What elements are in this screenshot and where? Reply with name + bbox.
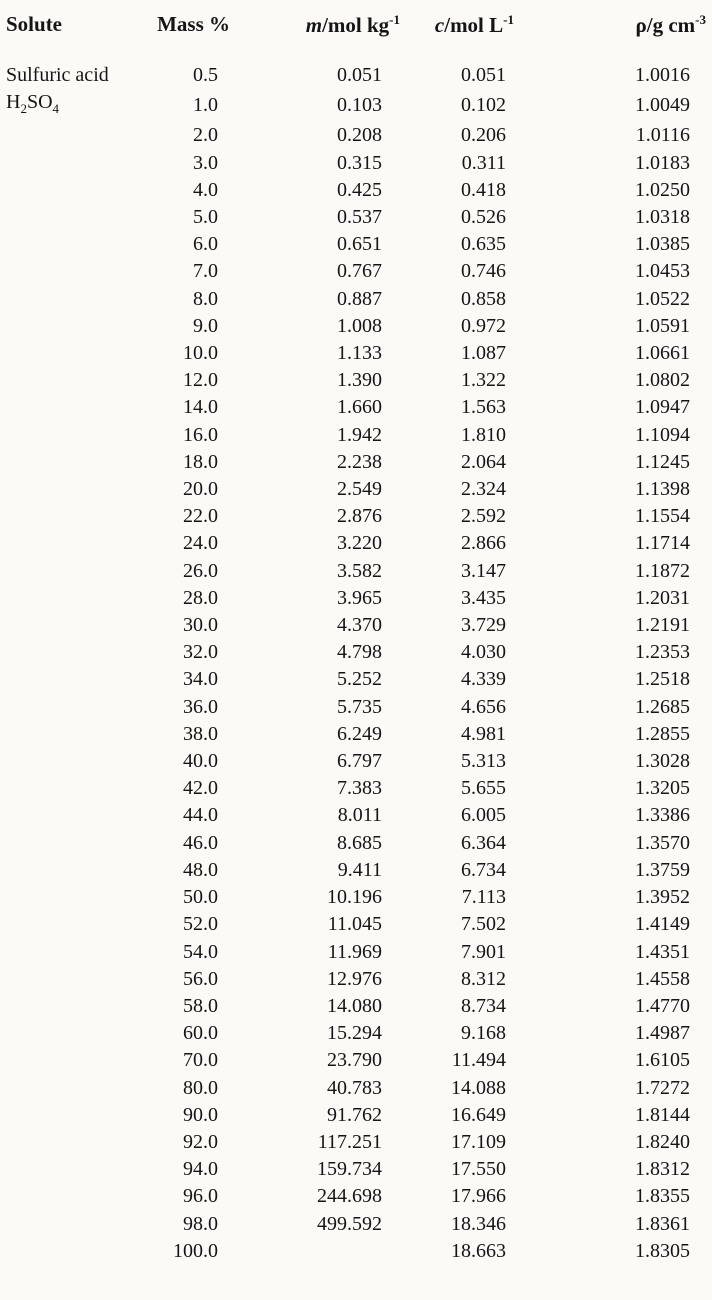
- molality-cell: 9.411: [337, 858, 382, 881]
- density-cell: 1.0802: [635, 369, 690, 392]
- solute-cell: [6, 1156, 156, 1183]
- mass-percent-cell: 80.0: [183, 1076, 218, 1099]
- density-cell: 1.8355: [635, 1185, 690, 1208]
- table-row: [6, 911, 706, 938]
- solute-cell: [6, 585, 156, 612]
- table-row: [6, 884, 706, 911]
- table-row: [6, 857, 706, 884]
- solute-cell: [6, 639, 156, 666]
- solute-cell: [6, 830, 156, 857]
- solute-cell: [6, 884, 156, 911]
- solute-cell: [6, 1075, 156, 1102]
- solute-cell: [6, 1238, 156, 1265]
- mass-percent-cell: 8.0: [193, 287, 218, 310]
- table-row: [6, 993, 706, 1020]
- mass-percent-cell: 46.0: [183, 831, 218, 854]
- solute-cell: [6, 89, 156, 122]
- table-row: [6, 939, 706, 966]
- table-row: [6, 313, 706, 340]
- solute-cell: [6, 258, 156, 285]
- mass-percent-cell: 36.0: [183, 695, 218, 718]
- concentration-cell: 14.088: [451, 1076, 506, 1099]
- concentration-cell: 0.206: [461, 124, 506, 147]
- concentration-cell: 3.147: [461, 559, 506, 582]
- concentration-cell: 2.592: [461, 505, 506, 528]
- mass-percent-cell: 22.0: [183, 505, 218, 528]
- solute-cell: [6, 1211, 156, 1238]
- solute-cell: [6, 286, 156, 313]
- density-cell: 1.3570: [635, 831, 690, 854]
- molality-cell: 6.797: [337, 750, 382, 773]
- molality-cell: 0.767: [337, 260, 382, 283]
- molality-cell: 0.315: [337, 151, 382, 174]
- solute-cell: [6, 122, 156, 149]
- solute-cell: [6, 694, 156, 721]
- concentration-cell: 2.866: [461, 532, 506, 555]
- solute-cell: [6, 911, 156, 938]
- mass-percent-cell: 5.0: [193, 206, 218, 229]
- mass-percent-cell: 56.0: [183, 967, 218, 990]
- table-row: [6, 449, 706, 476]
- solute-cell: [6, 612, 156, 639]
- density-cell: 1.1714: [635, 532, 690, 555]
- solute-name: Sulfuric acid: [6, 64, 109, 86]
- molality-exponent: -1: [389, 12, 400, 27]
- concentration-cell: 0.418: [461, 178, 506, 201]
- molality-cell: 5.735: [337, 695, 382, 718]
- concentration-cell: 9.168: [461, 1022, 506, 1045]
- concentration-cell: 0.526: [461, 206, 506, 229]
- solute-cell: [6, 530, 156, 557]
- header-solute-label: Solute: [6, 12, 63, 36]
- density-cell: 1.0250: [635, 178, 690, 201]
- table-row: [6, 286, 706, 313]
- density-cell: 1.0318: [635, 206, 690, 229]
- solute-cell: [6, 367, 156, 394]
- concentration-cell: 0.972: [461, 314, 506, 337]
- molality-cell: 2.876: [337, 505, 382, 528]
- concentration-cell: 0.311: [461, 151, 506, 174]
- molality-cell: 1.660: [337, 396, 382, 419]
- concentration-cell: 0.635: [461, 233, 506, 256]
- molality-cell: 117.251: [317, 1130, 382, 1153]
- table-row: [6, 830, 706, 857]
- table-row: [6, 89, 706, 122]
- mass-percent-cell: 4.0: [193, 178, 218, 201]
- mass-percent-cell: 10.0: [183, 342, 218, 365]
- concentration-symbol: c: [434, 13, 445, 37]
- solute-cell: [6, 150, 156, 177]
- solute-cell: [6, 993, 156, 1020]
- table-row: [6, 1183, 706, 1210]
- table-row: [6, 258, 706, 285]
- density-cell: 1.0947: [635, 396, 690, 419]
- table-row: [6, 422, 706, 449]
- solute-cell: [6, 503, 156, 530]
- table-row: [6, 966, 706, 993]
- density-cell: 1.0453: [635, 260, 690, 283]
- molality-cell: 1.942: [337, 423, 382, 446]
- density-cell: 1.0385: [635, 233, 690, 256]
- molality-cell: 244.698: [317, 1185, 382, 1208]
- table-header-row: [6, 8, 706, 62]
- concentration-cell: 6.734: [461, 858, 506, 881]
- header-molality: [234, 8, 402, 62]
- mass-percent-cell: 9.0: [193, 314, 218, 337]
- solute-cell: [6, 449, 156, 476]
- table-row: [6, 503, 706, 530]
- concentration-cell: 18.346: [451, 1212, 506, 1235]
- concentration-cell: 17.966: [451, 1185, 506, 1208]
- concentration-cell: 1.563: [461, 396, 506, 419]
- molality-cell: 3.965: [337, 586, 382, 609]
- solute-cell: [6, 231, 156, 258]
- molality-cell: 0.208: [337, 124, 382, 147]
- table-row: [6, 802, 706, 829]
- concentration-cell: 1.810: [461, 423, 506, 446]
- mass-percent-cell: 60.0: [183, 1022, 218, 1045]
- header-solute: [6, 8, 156, 62]
- molality-cell: 0.103: [337, 94, 382, 117]
- concentration-cell: 6.364: [461, 831, 506, 854]
- concentration-cell: 4.656: [461, 695, 506, 718]
- solute-cell: [6, 476, 156, 503]
- mass-percent-cell: 40.0: [183, 750, 218, 773]
- mass-percent-cell: 12.0: [183, 369, 218, 392]
- molality-cell: 0.537: [337, 206, 382, 229]
- mass-percent-cell: 92.0: [183, 1130, 218, 1153]
- molality-cell: 499.592: [317, 1212, 382, 1235]
- mass-percent-cell: 90.0: [183, 1103, 218, 1126]
- density-cell: 1.3028: [635, 750, 690, 773]
- solute-cell: [6, 177, 156, 204]
- concentration-cell: 17.550: [451, 1158, 506, 1181]
- molality-unit: /mol kg: [322, 13, 390, 37]
- density-cell: 1.0049: [635, 94, 690, 117]
- density-cell: 1.2031: [635, 586, 690, 609]
- solute-cell: [6, 775, 156, 802]
- concentration-cell: 2.324: [461, 478, 506, 501]
- mass-percent-cell: 26.0: [183, 559, 218, 582]
- table-row: [6, 367, 706, 394]
- mass-percent-cell: 0.5: [193, 64, 218, 86]
- table-row: [6, 1020, 706, 1047]
- molality-cell: 11.969: [327, 940, 382, 963]
- mass-percent-cell: 38.0: [183, 722, 218, 745]
- density-cell: 1.2518: [635, 668, 690, 691]
- solute-cell: [6, 721, 156, 748]
- mass-percent-cell: 32.0: [183, 641, 218, 664]
- mass-percent-cell: 1.0: [193, 94, 218, 117]
- density-cell: 1.8312: [635, 1158, 690, 1181]
- molality-cell: 40.783: [327, 1076, 382, 1099]
- table-row: [6, 585, 706, 612]
- mass-percent-cell: 94.0: [183, 1158, 218, 1181]
- density-cell: 1.4987: [635, 1022, 690, 1045]
- density-cell: 1.2353: [635, 641, 690, 664]
- density-cell: 1.0591: [635, 314, 690, 337]
- density-cell: 1.2685: [635, 695, 690, 718]
- molality-cell: 6.249: [337, 722, 382, 745]
- table-row: [6, 1047, 706, 1074]
- table-row: [6, 748, 706, 775]
- table-row: [6, 1075, 706, 1102]
- mass-percent-cell: 98.0: [183, 1212, 218, 1235]
- table-row: [6, 1238, 706, 1265]
- concentration-cell: 0.746: [461, 260, 506, 283]
- table-row: [6, 1129, 706, 1156]
- density-cell: 1.4770: [635, 994, 690, 1017]
- concentration-cell: 0.102: [461, 94, 506, 117]
- density-cell: 1.1245: [635, 450, 690, 473]
- concentration-cell: 11.494: [451, 1049, 506, 1072]
- solute-cell: [6, 802, 156, 829]
- concentration-cell: 4.339: [461, 668, 506, 691]
- concentration-cell: 1.087: [461, 342, 506, 365]
- mass-percent-cell: 20.0: [183, 478, 218, 501]
- molality-cell: 15.294: [327, 1022, 382, 1045]
- molality-cell: 91.762: [327, 1103, 382, 1126]
- table-row: [6, 775, 706, 802]
- solute-cell: [6, 1129, 156, 1156]
- concentration-properties-table: [6, 8, 706, 1265]
- concentration-cell: 16.649: [451, 1103, 506, 1126]
- density-cell: 1.4351: [635, 940, 690, 963]
- molality-cell: 10.196: [327, 886, 382, 909]
- molality-cell: 0.651: [337, 233, 382, 256]
- mass-percent-cell: 34.0: [183, 668, 218, 691]
- molality-cell: 4.798: [337, 641, 382, 664]
- molality-cell: 14.080: [327, 994, 382, 1017]
- concentration-unit: /mol L: [444, 13, 504, 37]
- density-cell: 1.1398: [635, 478, 690, 501]
- mass-percent-cell: 54.0: [183, 940, 218, 963]
- table-row: [6, 340, 706, 367]
- concentration-cell: 0.858: [461, 287, 506, 310]
- density-cell: 1.6105: [635, 1049, 690, 1072]
- density-cell: 1.0016: [635, 64, 690, 86]
- concentration-cell: 5.313: [461, 750, 506, 773]
- solute-cell: [6, 1102, 156, 1129]
- solute-cell: [6, 558, 156, 585]
- table-row: [6, 1211, 706, 1238]
- density-cell: 1.3759: [635, 858, 690, 881]
- solute-cell: [6, 1020, 156, 1047]
- concentration-cell: 0.051: [461, 64, 506, 86]
- header-mass-percent-label: Mass %: [157, 12, 230, 36]
- table-row: [6, 177, 706, 204]
- mass-percent-cell: 52.0: [183, 913, 218, 936]
- solute-formula-part: SO: [26, 91, 53, 114]
- table-row: [6, 150, 706, 177]
- table-row: [6, 530, 706, 557]
- molality-cell: 23.790: [327, 1049, 382, 1072]
- solute-cell: [6, 748, 156, 775]
- molality-cell: 159.734: [317, 1158, 382, 1181]
- molality-cell: 11.045: [327, 913, 382, 936]
- table-row: [6, 558, 706, 585]
- table-row: [6, 1156, 706, 1183]
- table-row: [6, 639, 706, 666]
- concentration-cell: 1.322: [461, 369, 506, 392]
- concentration-cell: 8.312: [461, 967, 506, 990]
- density-cell: 1.0116: [635, 124, 690, 147]
- solute-cell: [6, 1183, 156, 1210]
- table-row: [6, 721, 706, 748]
- density-cell: 1.3386: [635, 804, 690, 827]
- mass-percent-cell: 7.0: [193, 260, 218, 283]
- density-cell: 1.3205: [635, 777, 690, 800]
- table-row: [6, 122, 706, 149]
- solute-cell: [6, 666, 156, 693]
- molality-cell: 2.549: [337, 478, 382, 501]
- solute-cell: [6, 62, 156, 89]
- mass-percent-cell: 70.0: [183, 1049, 218, 1072]
- solute-cell: [6, 313, 156, 340]
- concentration-cell: 3.729: [461, 614, 506, 637]
- density-cell: 1.8361: [635, 1212, 690, 1235]
- molality-cell: 12.976: [327, 967, 382, 990]
- molality-cell: 8.685: [337, 831, 382, 854]
- solute-cell: [6, 204, 156, 231]
- mass-percent-cell: 96.0: [183, 1185, 218, 1208]
- table-row: [6, 666, 706, 693]
- density-cell: 1.8144: [635, 1103, 690, 1126]
- solute-cell: [6, 1047, 156, 1074]
- mass-percent-cell: 6.0: [193, 233, 218, 256]
- mass-percent-cell: 3.0: [193, 151, 218, 174]
- density-cell: 1.7272: [635, 1076, 690, 1099]
- molality-cell: 7.383: [337, 777, 382, 800]
- solute-cell: [6, 340, 156, 367]
- solute-cell: [6, 966, 156, 993]
- concentration-cell: 6.005: [461, 804, 506, 827]
- header-concentration: [402, 8, 524, 62]
- density-cell: 1.4558: [635, 967, 690, 990]
- concentration-cell: 8.734: [461, 994, 506, 1017]
- molality-cell: 3.582: [337, 559, 382, 582]
- density-cell: 1.2855: [635, 722, 690, 745]
- mass-percent-cell: 28.0: [183, 586, 218, 609]
- table-row: [6, 1102, 706, 1129]
- density-cell: 1.4149: [635, 913, 690, 936]
- concentration-cell: 3.435: [461, 586, 506, 609]
- molality-cell: 0.051: [337, 64, 382, 86]
- mass-percent-cell: 30.0: [183, 614, 218, 637]
- mass-percent-cell: 42.0: [183, 777, 218, 800]
- density-cell: 1.0183: [635, 151, 690, 174]
- molality-cell: [234, 1238, 402, 1265]
- mass-percent-cell: 18.0: [183, 450, 218, 473]
- table-row: [6, 231, 706, 258]
- solute-cell: [6, 939, 156, 966]
- concentration-cell: 4.030: [461, 641, 506, 664]
- density-cell: 1.8305: [635, 1239, 690, 1262]
- table-row: [6, 612, 706, 639]
- density-cell: 1.2191: [635, 614, 690, 637]
- density-cell: 1.0522: [635, 287, 690, 310]
- concentration-cell: 18.663: [451, 1239, 506, 1262]
- concentration-cell: 5.655: [461, 777, 506, 800]
- header-mass-percent: [156, 8, 234, 62]
- concentration-cell: 7.502: [461, 913, 506, 936]
- density-cell: 1.8240: [635, 1130, 690, 1153]
- mass-percent-cell: 50.0: [183, 886, 218, 909]
- mass-percent-cell: 14.0: [183, 396, 218, 419]
- molality-cell: 0.887: [337, 287, 382, 310]
- solute-cell: [6, 394, 156, 421]
- molality-cell: 4.370: [337, 614, 382, 637]
- solute-formula-part: 4: [52, 101, 60, 117]
- density-symbol: ρ: [635, 13, 647, 37]
- concentration-cell: 17.109: [451, 1130, 506, 1153]
- molality-cell: 0.425: [337, 178, 382, 201]
- mass-percent-cell: 58.0: [183, 994, 218, 1017]
- density-cell: 1.3952: [635, 886, 690, 909]
- table-row: [6, 394, 706, 421]
- mass-percent-cell: 44.0: [183, 804, 218, 827]
- molality-cell: 1.133: [337, 342, 382, 365]
- solute-cell: [6, 857, 156, 884]
- concentration-exponent: -1: [503, 12, 514, 27]
- solute-cell: [6, 422, 156, 449]
- molality-cell: 5.252: [337, 668, 382, 691]
- mass-percent-cell: 2.0: [193, 124, 218, 147]
- density-cell: 1.0661: [635, 342, 690, 365]
- molality-cell: 2.238: [337, 450, 382, 473]
- density-cell: 1.1554: [635, 505, 690, 528]
- concentration-cell: 2.064: [461, 450, 506, 473]
- mass-percent-cell: 16.0: [183, 423, 218, 446]
- header-density: [524, 8, 706, 62]
- table-row: [6, 204, 706, 231]
- solute-formula-part: 2: [20, 101, 27, 117]
- table-row: [6, 476, 706, 503]
- concentration-cell: 4.981: [461, 722, 506, 745]
- concentration-cell: 7.901: [461, 940, 506, 963]
- molality-symbol: m: [305, 13, 323, 37]
- table-row: [6, 62, 706, 89]
- molality-cell: 3.220: [337, 532, 382, 555]
- concentration-cell: 7.113: [461, 886, 506, 909]
- density-exponent: -3: [695, 12, 706, 27]
- density-unit: /g cm: [646, 13, 696, 37]
- mass-percent-cell: 48.0: [183, 858, 218, 881]
- density-cell: 1.1094: [635, 423, 690, 446]
- molality-cell: 8.011: [337, 804, 382, 827]
- mass-percent-cell: 24.0: [183, 532, 218, 555]
- mass-percent-cell: 100.0: [173, 1239, 218, 1262]
- density-cell: 1.1872: [635, 559, 690, 582]
- table-row: [6, 694, 706, 721]
- molality-cell: 1.008: [337, 314, 382, 337]
- molality-cell: 1.390: [337, 369, 382, 392]
- solute-formula-part: H: [6, 91, 21, 114]
